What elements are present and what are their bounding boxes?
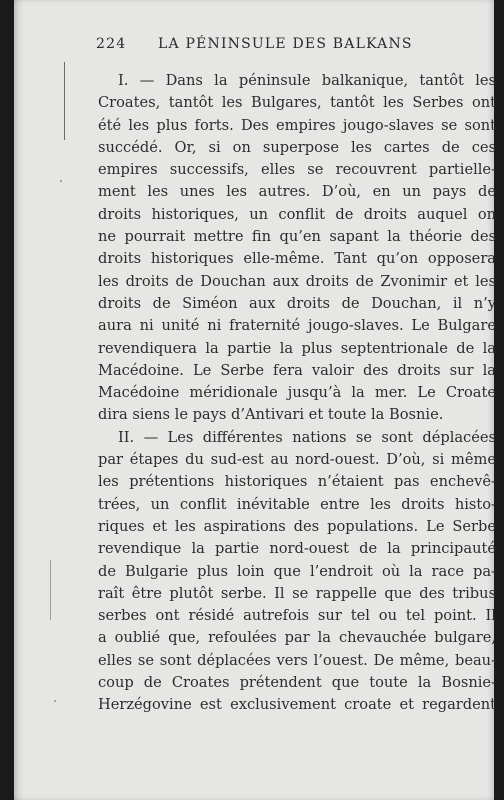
text-line: revendiquera la partie la plus septentrionale de la [98, 339, 496, 357]
margin-speck [60, 180, 62, 182]
text-line: Croates, tantôt les Bulgares, tantôt les Serbes ont [98, 94, 496, 112]
text-line: trées, un conflit inévitable entre les droits histo- [98, 495, 496, 513]
text-line: Macédoine. Le Serbe fera valoir des droits sur la [98, 361, 496, 379]
text-line: raît être plutôt serbe. Il se rappelle que des tribus [98, 584, 496, 602]
text-line: II. — Les différentes nations se sont déplacées [118, 428, 496, 446]
paragraph-2 [98, 427, 496, 717]
text-line: revendique la partie nord-ouest de la principauté [98, 540, 496, 558]
text-line: les prétentions historiques n’étaient pas enchevê- [98, 473, 496, 491]
text-line: aura ni unité ni fraternité jougo-slaves. Le Bulgare [98, 317, 496, 335]
text-line: Macédoine méridionale jusqu’à la mer. Le Croate [98, 384, 496, 402]
text-line: empires successifs, elles se recouvrent partielle- [98, 161, 496, 179]
page-number: 224 [96, 36, 127, 52]
text-line: été les plus forts. Des empires jougo-slaves se sont [98, 116, 496, 134]
text-line: elles se sont déplacées vers l’ouest. De même, beau- [98, 651, 496, 669]
margin-pencil-mark [64, 62, 65, 140]
text-line: Herzégovine est exclusivement croate et regardent [98, 696, 496, 714]
text-line: ne pourrait mettre fin qu’en sapant la théorie des [98, 228, 496, 246]
margin-pencil-mark [50, 560, 51, 620]
running-title: LA PÉNINSULE DES BALKANS [158, 36, 413, 52]
book-page [14, 0, 494, 800]
text-line: coup de Croates prétendent que toute la Bosnie- [98, 674, 496, 692]
text-line: succédé. Or, si on superpose les cartes de ces [98, 138, 496, 156]
text-line: de Bulgarie plus loin que l’endroit où la race pa- [98, 562, 496, 580]
text-line: droits de Siméon aux droits de Douchan, il n’y [98, 294, 496, 312]
text-line: dira siens le pays d’Antivari et toute la Bosnie. [98, 406, 444, 424]
running-header [96, 36, 441, 52]
text-line: droits historiques elle-même. Tant qu’on opposera [98, 250, 496, 268]
text-line: I. — Dans la péninsule balkanique, tantôt les [118, 72, 496, 89]
margin-speck [54, 700, 56, 702]
text-line: droits historiques, un conflit de droits auquel on [98, 205, 496, 223]
text-line: par étapes du sud-est au nord-ouest. D’où, si même [98, 451, 496, 469]
paragraph-1 [98, 70, 496, 427]
text-line: les droits de Douchan aux droits de Zvonimir et les [98, 272, 496, 290]
text-line: a oublié que, refoulées par la chevauchée bulgare, [98, 629, 496, 647]
text-line: riques et les aspirations des populations. Le Serbe [98, 517, 496, 535]
text-line: serbes ont résidé autrefois sur tel ou tel point. Il [98, 607, 496, 625]
body-text [98, 70, 496, 717]
text-line: ment les unes les autres. D’où, en un pays de [98, 183, 496, 201]
